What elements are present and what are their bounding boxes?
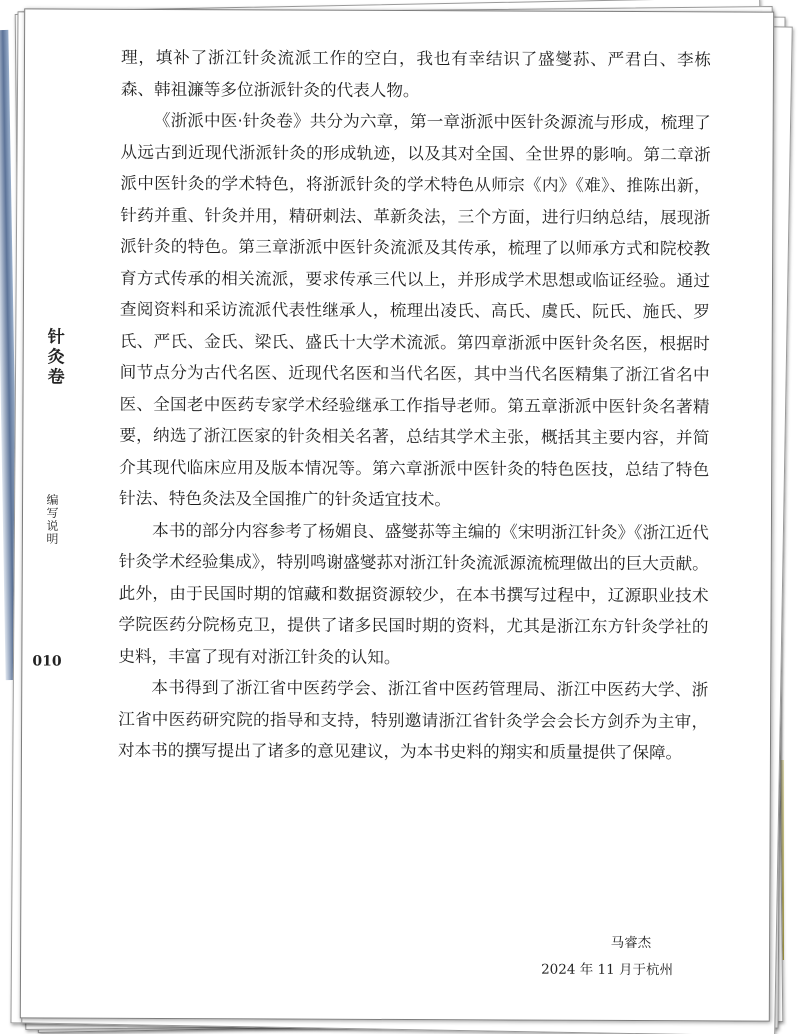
signature-block: [541, 930, 673, 985]
author-name: 马睿杰: [610, 934, 652, 952]
paragraph-references: 本书的部分内容参考了杨媚良、盛燮荪等主编的《宋明浙江针灸》《浙江近代针灸学术经验集成》，特别鸣谢盛燮荪对浙江针灸流派源流梳理做出的巨大贡献。此外，由于民国时期的馆藏和数据资源较少，在本书撰写过程中，辽源职业技术学院医药分院杨克卫，提供了诸多民国时期的资料，尤其是浙江东方针灸学社的史料，丰富了现有对浙江针灸的认知。: [118, 520, 709, 667]
document-page: [20, 8, 774, 1021]
paragraph-chapters: 《浙派中医·针灸卷》共分为六章，第一章浙派中医针灸源流与形成，梳理了从远古到近现代浙派针灸的形成轨迹，以及其对全国、全世界的影响。第二章浙派中医针灸的学术特色，将浙派针灸的学术特色从师宗《内》《难》、推陈出新，针药并重、针灸并用，精研刺法、革新灸法，三个方面，进行归纳总结，展现浙派针灸的特色。第三章浙派中医针灸流派及其传承，梳理了以师承方式和院校教育方式传承的相关流派，要求传承三代以上，并形成学术思想或临证经验。通过查阅资料和采访流派代表性继承人，梳理出凌氏、高氏、虞氏、阮氏、施氏、罗氏、严氏、金氏、梁氏、盛氏十大学术流派。第四章浙派中医针灸名医，根据时间节点分为古代名医、近现代名医和当代名医，其中当代名医精集了浙江省名中医、全国老中医药专家学术经验继承工作指导老师。第五章浙派中医针灸名著精要，纳选了浙江医家的针灸相关名著，总结其学术主张，概括其主要内容，并简介其现代临床应用及版本情况等。第六章浙派中医针灸的特色医技，总结了特色针法、特色灸法及全国推广的针灸适宜技术。: [119, 110, 711, 510]
running-section-label: 编写说明: [44, 493, 60, 546]
page-margin: [21, 9, 95, 1017]
running-book-title: 针灸卷: [43, 327, 64, 388]
signature-date: 2024 年 11 月于杭州: [541, 961, 674, 979]
paragraph-acknowledgements: 本书得到了浙江省中医药学会、浙江省中医药管理局、浙江中医药大学、浙江省中医药研究院的指导和支持，特别邀请浙江省针灸学会会长方剑乔为主审，对本书的撰写提出了诸多的意见建议，为本书史料的翔实和质量提供了保障。: [117, 677, 709, 763]
paragraph-continued: 理，填补了浙江针灸流派工作的空白，我也有幸结识了盛燮荪、严君白、李栋森、韩祖濂等多位浙派针灸的代表人物。: [120, 47, 712, 100]
page-number: 010: [32, 653, 62, 670]
body-text: [118, 42, 711, 769]
